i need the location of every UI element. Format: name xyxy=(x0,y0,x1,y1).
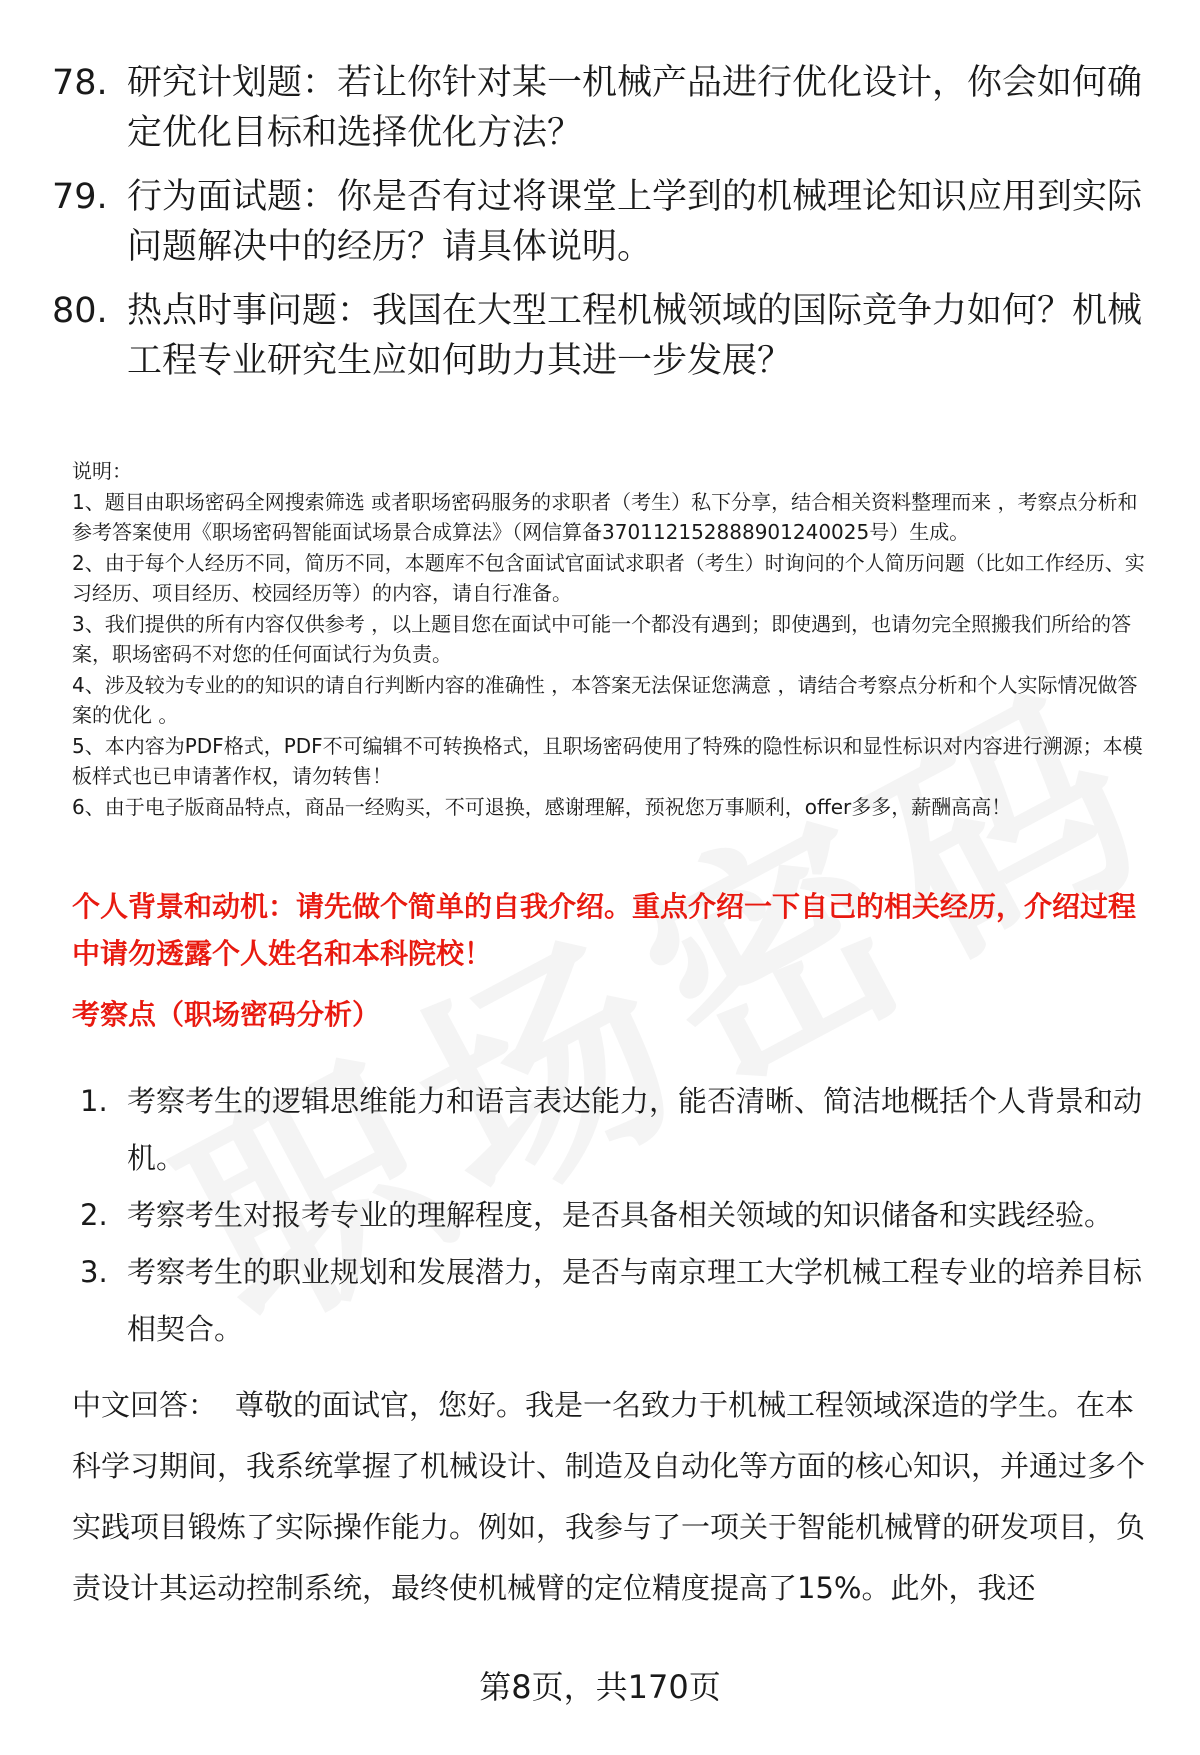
note-item: 2、由于每个人经历不同，简历不同，本题库不包含面试官面试求职者（考生）时询问的个人简历问题（比如工作经历、实习经历、项目经历、校园经历等）的内容，请自行准备。 xyxy=(72,550,1145,605)
analysis-title: 考察点（职场密码分析） xyxy=(72,998,381,1031)
point-text: 考察考生的职业规划和发展潜力，是否与南京理工大学机械工程专业的培养目标相契合。 xyxy=(127,1255,1143,1346)
section-heading: 个人背景和动机：请先做个简单的自我介绍。重点介绍一下自己的相关经历，介绍过程中请勿透露个人姓名和本科院校！ xyxy=(72,890,1137,970)
point-number: 3. xyxy=(80,1255,108,1289)
note-item: 1、题目由职场密码全网搜索筛选 或者职场密码服务的求职者（考生）私下分享，结合相关资料整理而来 ，考察点分析和参考答案使用《职场密码智能面试场景合成算法》（网信算备370112152888901240025号）生成。 xyxy=(72,489,1138,544)
question-number: 79. xyxy=(52,177,108,217)
question-number: 80. xyxy=(52,291,108,331)
question-79 xyxy=(52,172,1142,272)
point-text: 考察考生对报考专业的理解程度，是否具备相关领域的知识储备和实践经验。 xyxy=(127,1198,1114,1232)
note-item: 3、我们提供的所有内容仅供参考 ，以上题目您在面试中可能一个都没有遇到；即使遇到，也请勿完全照搬我们所给的答案，职场密码不对您的任何面试行为负责。 xyxy=(72,611,1132,666)
note-item: 6、由于电子版商品特点，商品一经购买，不可退换，感谢理解，预祝您万事顺利，offer多多，薪酬高高！ xyxy=(72,794,1012,819)
question-80 xyxy=(52,286,1142,386)
point-text: 考察考生的逻辑思维能力和语言表达能力，能否清晰、简洁地概括个人背景和动机。 xyxy=(127,1084,1143,1175)
question-text: 热点时事问题：我国在大型工程机械领域的国际竞争力如何？机械工程专业研究生应如何助力其进一步发展？ xyxy=(127,291,1143,381)
page-footer: 第8页，共170页 xyxy=(479,1668,721,1706)
answer-label: 中文回答： xyxy=(72,1388,218,1422)
question-text: 行为面试题：你是否有过将课堂上学到的机械理论知识应用到实际问题解决中的经历？请具体说明。 xyxy=(127,177,1143,267)
note-item: 4、涉及较为专业的的知识的请自行判断内容的准确性 ，本答案无法保证您满意 ，请结合考察点分析和个人实际情况做答案的优化 。 xyxy=(72,672,1138,727)
disclaimer-notes xyxy=(72,456,1152,822)
analysis-point xyxy=(80,1187,1150,1244)
question-78 xyxy=(52,58,1142,158)
notes-title: 说明： xyxy=(72,459,132,483)
analysis-point xyxy=(80,1244,1150,1358)
question-number: 78. xyxy=(52,63,108,103)
answer-paragraph xyxy=(72,1375,1157,1619)
question-text: 研究计划题：若让你针对某一机械产品进行优化设计，你会如何确定优化目标和选择优化方法？ xyxy=(127,63,1143,153)
point-number: 1. xyxy=(80,1084,108,1118)
point-number: 2. xyxy=(80,1198,108,1232)
note-item: 5、本内容为PDF格式，PDF不可编辑不可转换格式，且职场密码使用了特殊的隐性标识和显性标识对内容进行溯源；本模板样式也已申请著作权，请勿转售！ xyxy=(72,733,1143,788)
analysis-point xyxy=(80,1073,1150,1187)
analysis-points xyxy=(80,1073,1150,1358)
answer-text: 尊敬的面试官，您好。我是一名致力于机械工程领域深造的学生。在本科学习期间，我系统掌握了机械设计、制造及自动化等方面的核心知识，并通过多个实践项目锻炼了实际操作能力。例如，我参与了一项关于智能机械臂的研发项目，负责设计其运动控制系统，最终使机械臂的定位精度提高了15%。此外，我还 xyxy=(72,1388,1146,1605)
